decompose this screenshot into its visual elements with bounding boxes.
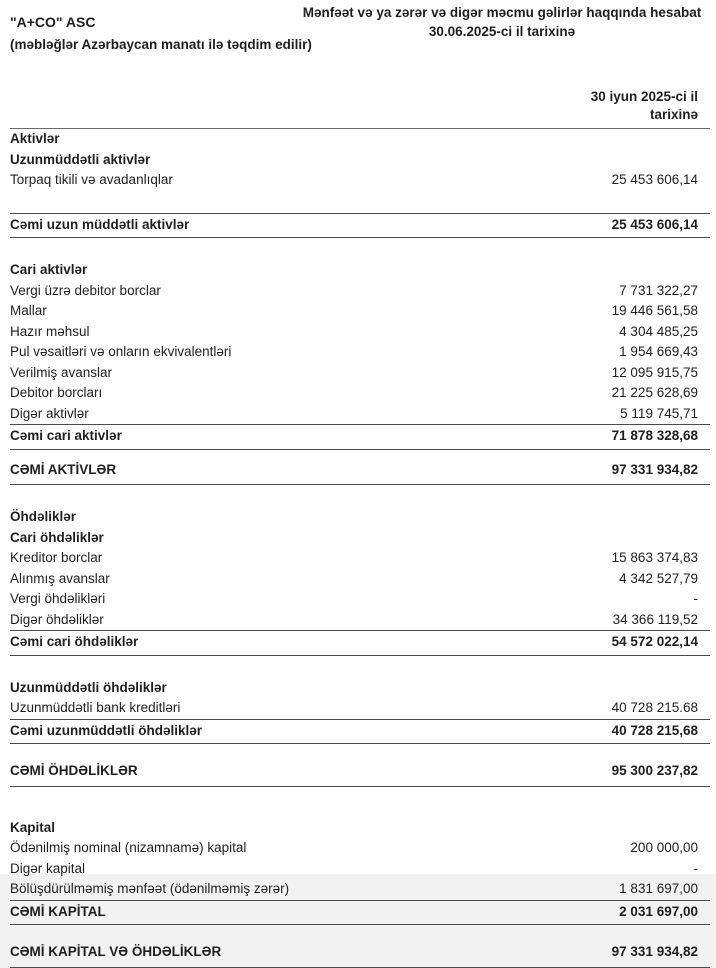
row-value: 12 095 915,75 [611,364,698,380]
line-item-row [10,698,710,719]
section-header-row [10,150,710,171]
row-spacer [10,656,710,678]
row-value: 1 954 669,43 [619,344,698,359]
line-item-row [10,363,710,384]
row-spacer [10,450,710,459]
row-spacer [10,925,710,941]
row-value: 54 572 022,14 [611,634,698,649]
row-label: Torpaq tikili və avadanlıqlar [10,172,173,187]
line-item-row [10,569,710,590]
row-label: Bölüşdürülməmiş mənfəət (ödənilməmiş zərər) [10,881,290,896]
row-label: Öhdəliklər [10,509,77,524]
subtotal-row [10,630,710,656]
row-value: 25 453 606,14 [611,216,698,232]
row-value: 25 453 606,14 [611,172,698,187]
column-header-line1: 30 iyun 2025-ci il [590,89,698,104]
row-label: Kreditor borclar [10,550,103,565]
row-label: Digər aktivlər [10,405,89,421]
section-header-row [10,678,710,699]
line-item-row [10,383,710,404]
row-label: Cəmi uzun müddətli aktivlər [10,216,190,232]
row-label: Uzunmüddətli aktivlər [10,151,151,167]
row-label: Aktivlər [10,131,60,146]
section-header-row [10,528,710,549]
grand-total-row [10,941,710,968]
row-label: CƏMİ ÖHDƏLİKLƏR [10,763,138,778]
row-spacer [10,485,710,507]
row-value: 15 863 374,83 [611,550,698,565]
section-header-row [10,260,710,281]
report-title [290,3,714,41]
row-value: 7 731 322,27 [619,282,698,298]
grand-total-row [10,459,710,486]
subtotal-row [10,213,710,239]
row-value: 34 366 119,52 [612,611,698,627]
row-value: 19 446 561,58 [611,303,698,318]
line-item-row [10,342,710,363]
subtotal-row [10,424,710,450]
row-label: Debitor borcları [10,385,103,400]
grand-total-row [10,760,710,787]
row-label: Uzunmüddətli bank kreditləri [10,700,181,715]
row-label: Verilmiş avanslar [10,364,113,380]
line-item-row [10,404,710,425]
row-value: 4 304 485,25 [619,323,698,339]
row-value: 200 000,00 [630,840,698,855]
row-spacer [10,238,710,260]
row-label: Hazır məhsul [10,323,90,339]
row-label: Digər kapital [10,860,86,876]
row-label: Ödənilmiş nominal (nizamnamə) kapital [10,840,247,855]
line-item-row [10,322,710,343]
row-label: Cari öhdəliklər [10,529,104,545]
row-value: 97 331 934,82 [611,461,698,477]
row-label: Vergi üzrə debitor borclar [10,282,161,298]
row-label: Pul vəsaitləri və onların ekvivalentləri [10,344,232,359]
balance-sheet-table [10,129,710,968]
row-value: 40 728 215.68 [611,700,698,715]
row-spacer [10,787,710,818]
row-label: Uzunmüddətli öhdəliklər [10,679,167,695]
report-title-line1: Mənfəət və ya zərər və digər məcmu gəlirlər haqqında hesabat [302,5,702,20]
row-spacer [10,744,710,760]
row-value: 4 342 527,79 [619,570,698,586]
row-label: Cəmi cari aktivlər [10,428,122,443]
row-label: CƏMİ AKTİVLƏR [10,461,117,477]
report-date-column-header [10,88,710,129]
row-value: 2 031 697,00 [619,903,698,919]
line-item-row [10,589,710,610]
subtotal-row [10,719,710,745]
line-item-row [10,281,710,302]
section-header-row [10,507,710,528]
row-label: Alınmış avanslar [10,570,110,586]
row-label: CƏMİ KAPİTAL [10,903,106,919]
company-currency-note: (məbləğlər Azərbaycan manatı ilə təqdim edilir) [10,37,312,52]
column-header-line2: tarixinə [649,107,698,122]
row-spacer [10,191,710,213]
row-label: Kapital [10,819,56,835]
line-item-row [10,838,710,859]
document-header [0,0,716,62]
row-value: 71 878 328,68 [611,428,698,443]
row-label: Cəmi uzunmüddətli öhdəliklər [10,722,203,738]
line-item-row [10,548,710,569]
row-label: Mallar [10,303,47,318]
row-value: 97 331 934,82 [611,944,698,959]
row-value: - [693,591,698,606]
row-label: Cəmi cari öhdəliklər [10,634,139,649]
line-item-row [10,170,710,191]
row-value: 1 831 697,00 [619,881,698,896]
subtotal-row [10,900,710,926]
row-value: 21 225 628,69 [611,385,698,400]
row-label: Vergi öhdəlikləri [10,591,106,606]
row-value: 40 728 215,68 [611,722,698,738]
line-item-row [10,859,710,880]
row-label: CƏMİ KAPİTAL VƏ ÖHDƏLİKLƏR [10,944,222,959]
line-item-row [10,610,710,631]
section-header-row [10,818,710,839]
row-label: Cari aktivlər [10,262,88,277]
row-value: 95 300 237,82 [611,763,698,778]
company-name: "A+CO" ASC [10,14,96,30]
row-value: - [693,860,698,876]
row-value: 5 119 745,71 [620,405,698,421]
line-item-row [10,301,710,322]
section-header-row [10,129,710,150]
report-title-line2: 30.06.2025-ci il tarixinə [428,24,576,39]
line-item-row [10,879,710,900]
row-label: Digər öhdəliklər [10,611,104,627]
